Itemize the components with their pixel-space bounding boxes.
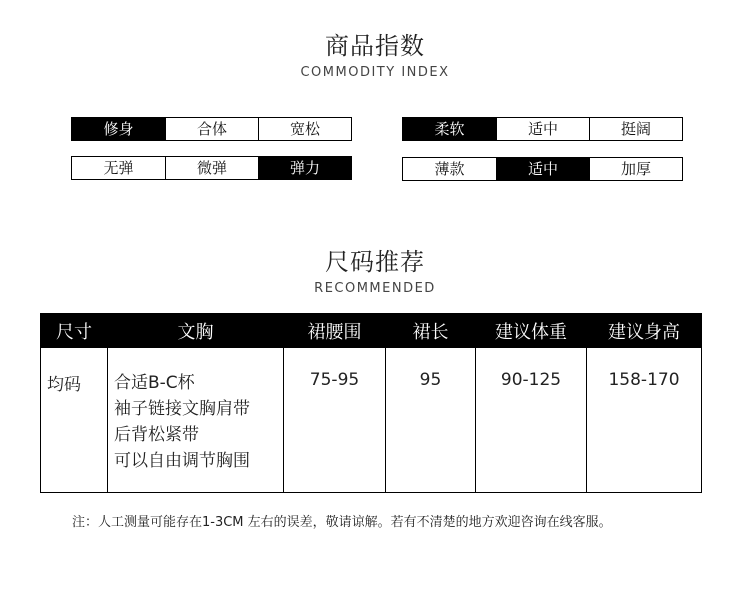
cell-length: 95 bbox=[386, 348, 476, 493]
size-table bbox=[40, 313, 702, 493]
index-row-softness bbox=[402, 117, 683, 141]
bra-line: 袖子链接文胸肩带 bbox=[114, 399, 250, 419]
index-cell: 加厚 bbox=[589, 158, 682, 180]
header-length: 裙长 bbox=[386, 314, 476, 348]
cell-bra bbox=[108, 348, 284, 493]
recommended-heading bbox=[0, 242, 750, 296]
header-size: 尺寸 bbox=[41, 314, 108, 348]
cell-height: 158-170 bbox=[587, 348, 702, 493]
index-row-fit bbox=[71, 117, 352, 141]
index-cell: 挺阔 bbox=[589, 118, 682, 140]
index-row-thickness bbox=[402, 157, 683, 181]
bra-line: 合适B-C杯 bbox=[114, 373, 195, 393]
bra-line: 可以自由调节胸围 bbox=[114, 451, 250, 471]
cell-weight: 90-125 bbox=[476, 348, 587, 493]
measurement-note: 注：人工测量可能存在1-3CM 左右的误差，敬请谅解。若有不清楚的地方欢迎咨询在线客服。 bbox=[72, 515, 612, 530]
index-cell: 适中 bbox=[496, 118, 589, 140]
header-weight: 建议体重 bbox=[476, 314, 587, 348]
index-cell: 微弹 bbox=[165, 157, 258, 179]
bra-line: 后背松紧带 bbox=[114, 425, 199, 445]
index-cell: 修身 bbox=[72, 118, 165, 140]
header-bra: 文胸 bbox=[108, 314, 284, 348]
recommended-subtitle: RECOMMENDED bbox=[314, 281, 436, 296]
cell-waist: 75-95 bbox=[284, 348, 386, 493]
table-row bbox=[41, 348, 702, 493]
header-height: 建议身高 bbox=[587, 314, 702, 348]
index-cell: 适中 bbox=[496, 158, 589, 180]
commodity-index-heading bbox=[0, 26, 750, 80]
commodity-index-title: 商品指数 bbox=[325, 32, 425, 60]
table-header-row bbox=[41, 314, 702, 348]
recommended-title: 尺码推荐 bbox=[325, 248, 425, 276]
commodity-index-subtitle: COMMODITY INDEX bbox=[300, 65, 450, 80]
cell-size: 均码 bbox=[41, 348, 108, 493]
index-cell: 薄款 bbox=[403, 158, 496, 180]
index-cell: 柔软 bbox=[403, 118, 496, 140]
index-row-elasticity bbox=[71, 156, 352, 180]
index-cell: 无弹 bbox=[72, 157, 165, 179]
index-cell: 合体 bbox=[165, 118, 258, 140]
index-cell: 弹力 bbox=[258, 157, 351, 179]
header-waist: 裙腰围 bbox=[284, 314, 386, 348]
index-cell: 宽松 bbox=[258, 118, 351, 140]
